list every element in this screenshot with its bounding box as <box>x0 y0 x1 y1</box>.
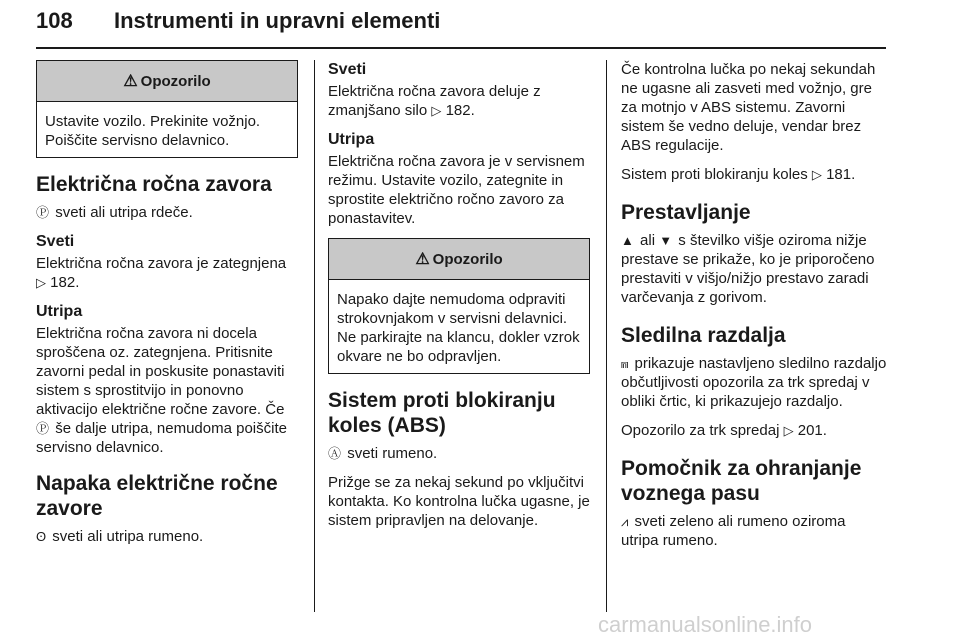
warning-header <box>329 239 589 280</box>
paragraph <box>621 421 887 440</box>
section-heading: Napaka električne ročne zavore <box>36 472 278 520</box>
paragraph <box>621 165 887 184</box>
page-ref[interactable]: 201. <box>797 422 827 439</box>
header-rule <box>36 47 886 49</box>
lane-keep-icon: ⩘ <box>621 514 629 529</box>
paragraph <box>328 444 590 463</box>
page-ref-icon: ▷ <box>36 275 46 290</box>
fault-text: sveti ali utripa rumeno. <box>52 528 204 545</box>
paragraph: Električna ročna zavora je v servisnem režimu. Ustavite vozilo, zategnite in sprostite električno ročno zavoro za ponastavitev. <box>328 153 585 227</box>
shift-up-icon: ▲ <box>621 233 634 248</box>
column-divider <box>314 60 315 612</box>
abs-ref-text: Sistem proti blokiranju koles <box>621 166 808 183</box>
paragraph: Če kontrolna lučka po nekaj sekundah ne ugasne ali zasveti med vožnjo, gre za motnjo v ABS sistemu. Zavorni sistem še vedno deluje, vendar brez ABS regulacije. <box>621 61 876 154</box>
epb-intro: sveti ali utripa rdeče. <box>55 204 193 221</box>
column-3 <box>621 60 887 560</box>
section-heading: Električna ročna zavora <box>36 173 272 196</box>
abs-icon: Ⓐ <box>328 446 342 461</box>
paragraph <box>328 82 590 120</box>
subheading: Utripa <box>36 303 83 320</box>
follow-text: prikazuje nastavljeno sledilno razdaljo občutljivosti opozorila za trk spredaj v obliki črtic, ki prikazujejo razdaljo. <box>621 355 887 410</box>
paragraph <box>621 512 887 550</box>
page-ref[interactable]: 182. <box>50 274 80 291</box>
utripa-text: Električna ročna zavora ni docela sproščena oz. zategnjena. Pritisnite zavorni pedal in poskusite ponastaviti sistem s sprostitvijo in ponovno aktivacijo električne ročne zavore. Če <box>36 325 285 418</box>
page-ref[interactable]: 182. <box>445 102 475 119</box>
paragraph <box>621 354 887 411</box>
page-ref-icon: ▷ <box>431 103 442 118</box>
warning-icon: ⚠ <box>123 73 138 90</box>
warning-title: Opozorilo <box>140 72 211 90</box>
warning-box <box>328 238 590 374</box>
paragraph <box>36 324 298 457</box>
page-ref-icon: ▷ <box>783 423 794 438</box>
warning-body: Ustavite vozilo. Prekinite vožnjo. Poiščite servisno delavnico. <box>45 113 261 149</box>
section-heading: Sledilna razdalja <box>621 324 786 347</box>
page-number: 108 <box>36 8 73 33</box>
page-ref-icon: ▷ <box>811 167 822 182</box>
abs-intro: sveti rumeno. <box>347 445 438 462</box>
warning-body: Napako dajte nemudoma odpraviti strokovnjakom v servisni delavnici. Ne parkirajte na klancu, dokler vzrok okvare ne bo odpravljen. <box>337 291 580 365</box>
paragraph <box>36 203 298 222</box>
column-divider <box>606 60 607 612</box>
section-heading: Sistem proti blokiranju koles (ABS) <box>328 389 556 437</box>
sveti-text: Električna ročna zavora je zategnjena <box>36 255 287 272</box>
column-2 <box>328 60 590 540</box>
warning-icon: ⚠ <box>415 251 430 268</box>
shift-mid: ali <box>640 232 656 249</box>
watermark: carmanualsonline.info <box>598 612 813 637</box>
sveti-text: Električna ročna zavora deluje z zmanjšano silo <box>328 83 541 119</box>
warning-header <box>37 61 297 102</box>
subheading: Utripa <box>328 131 375 148</box>
shift-text: s številko višje oziroma nižje prestave se prikaže, ko je priporočeno prestaviti v višjo/nižjo prestavo zaradi varčevanja z gorivom. <box>621 232 875 306</box>
parking-brake-icon: Ⓟ <box>36 205 50 220</box>
section-heading: Pomočnik za ohranjanje voznega pasu <box>621 457 862 505</box>
subheading: Sveti <box>328 61 367 78</box>
paragraph <box>36 527 298 546</box>
column-1 <box>36 60 298 556</box>
page-ref[interactable]: 181. <box>826 166 856 183</box>
paragraph: Prižge se za nekaj sekund po vključitvi kontakta. Ko kontrolna lučka ugasne, je sistem pripravljen na delovanje. <box>328 474 590 529</box>
shift-down-icon: ▼ <box>659 233 673 248</box>
parking-brake-icon: Ⓟ <box>36 421 50 436</box>
brake-fault-icon: ʘ <box>36 529 47 544</box>
car-distance-icon: ⩎ <box>621 356 629 371</box>
section-heading: Prestavljanje <box>621 201 751 224</box>
page-header <box>36 2 886 46</box>
lane-text: sveti zeleno ali rumeno oziroma utripa rumeno. <box>621 513 846 549</box>
follow-ref-text: Opozorilo za trk spredaj <box>621 422 780 439</box>
warning-box <box>36 60 298 158</box>
page-title: Instrumenti in upravni elementi <box>114 8 441 33</box>
paragraph <box>621 231 887 307</box>
paragraph <box>36 254 298 292</box>
subheading: Sveti <box>36 233 75 250</box>
utripa-text-cont: še dalje utripa, nemudoma poiščite servisno delavnico. <box>36 420 287 456</box>
warning-title: Opozorilo <box>432 250 503 268</box>
